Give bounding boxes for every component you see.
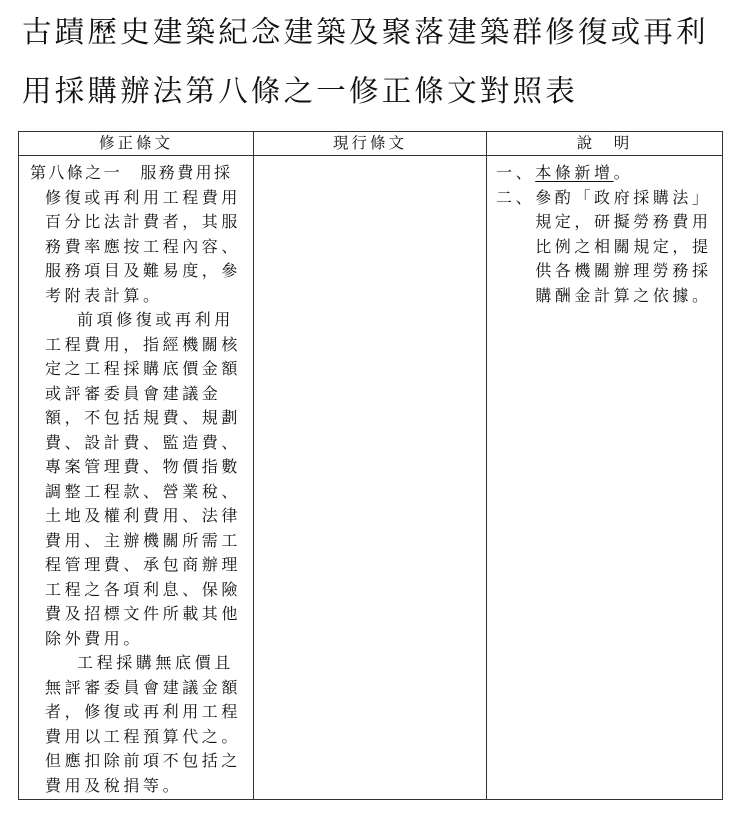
explanation-item-1	[496, 161, 718, 186]
header-amended-provision: 修正條文	[19, 132, 254, 156]
new-article-note: 本條新增	[535, 163, 614, 182]
header-current-provision: 現行條文	[254, 132, 487, 156]
explanation-cell	[487, 156, 723, 800]
amended-paragraph-1: 修復或再利用工程費用百分比法計費者，其服務費率應按工程內容、服務項目及難易度，參考附表計算。	[45, 187, 242, 305]
article-heading: 第八條之一 服務費用採	[30, 163, 233, 182]
amended-provision-cell	[19, 156, 254, 800]
table-row	[19, 156, 723, 800]
amended-paragraph-3: 工程採購無底價且無評審委員會建議金額者，修復或再利用工程費用以工程預算代之。但應扣除前項不包括之費用及稅捐等。	[45, 653, 242, 795]
comparison-table	[18, 131, 723, 800]
explanation-item-2	[496, 186, 718, 309]
document-title-line-1: 古蹟歷史建築紀念建築及聚落建築群修復或再利	[22, 15, 709, 49]
amended-paragraph-2: 前項修復或再利用工程費用，指經機關核定之工程採購底價金額或評審委員會建議金額，不包括規費、規劃費、設計費、監造費、專案管理費、物價指數調整工程款、營業稅、土地及權利費用、法律費用、主辦機關所需工程管理費、承包商辦理工程之各項利息、保險費及招標文件所載其他除外費用。	[45, 310, 242, 648]
header-explanation: 說 明	[487, 132, 723, 156]
explanation-text: 參酌「政府採購法」規定，研擬勞務費用比例之相關規定，提供各機關辦理勞務採購酬金計算之依據。	[535, 187, 712, 305]
item-suffix: 。	[613, 163, 634, 182]
current-provision-cell	[254, 156, 487, 800]
item-number: 一、	[496, 163, 536, 182]
table-header-row	[19, 132, 723, 156]
item-number: 二、	[496, 187, 536, 207]
document-title-line-2: 用採購辦法第八條之一修正條文對照表	[22, 74, 578, 108]
